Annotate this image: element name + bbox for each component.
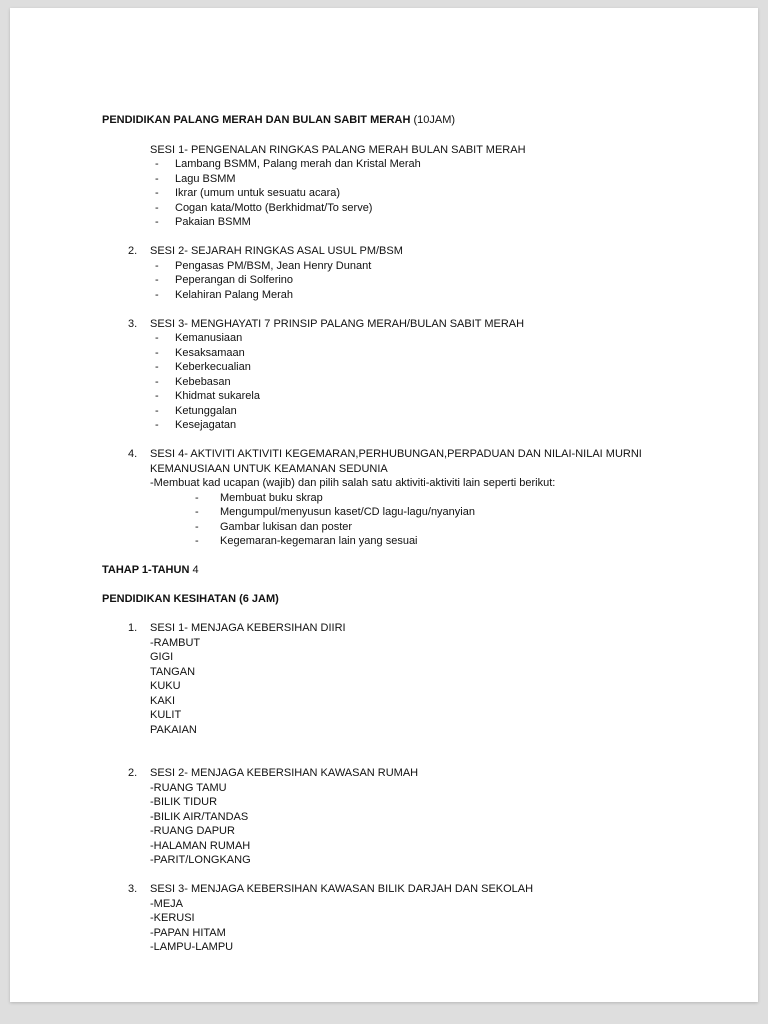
list-item-number: 2. [128, 245, 138, 257]
list-item-number: 3. [128, 883, 138, 895]
plain-line: -KERUSI [150, 912, 195, 924]
bullet-item: - Membuat buku skrap [195, 491, 710, 506]
section1-heading-bold: PENDIDIKAN PALANG MERAH DAN BULAN SABIT MERAH [102, 114, 411, 126]
kesihatan3-title: SESI 3- MENJAGA KEBERSIHAN KAWASAN BILIK DARJAH DAN SEKOLAH [150, 883, 534, 895]
plain-line: -LAMPU-LAMPU [150, 941, 234, 953]
sesi3-title: SESI 3- MENGHAYATI 7 PRINSIP PALANG MERAH/BULAN SABIT MERAH [150, 317, 525, 330]
document-page [10, 8, 758, 1002]
sesi4-intro: -Membuat kad ucapan (wajib) dan pilih salah satu aktiviti-aktiviti lain seperti berikut: [150, 477, 556, 489]
plain-line: -RAMBUT [150, 636, 201, 649]
kesihatan1-title: SESI 1- MENJAGA KEBERSIHAN DIIRI [150, 622, 346, 634]
plain-line: -RUANG TAMU [150, 781, 227, 794]
bullet-item: - Khidmat sukarela [155, 389, 710, 404]
plain-line: PAKAIAN [150, 723, 197, 736]
bullet-item: - Kebebasan [155, 375, 710, 390]
list-item-number: 2. [128, 767, 138, 779]
bullet-item: - Ketunggalan [155, 404, 710, 419]
bullet-item: - Kesejagatan [155, 418, 710, 433]
tahap-heading-suffix: 4 [189, 564, 199, 576]
list-item-kesihatan1 [102, 621, 710, 737]
kesihatan2-title: SESI 2- MENJAGA KEBERSIHAN KAWASAN RUMAH [150, 767, 419, 779]
plain-line: KAKI [150, 694, 176, 707]
bullet-item: - Mengumpul/menyusun kaset/CD lagu-lagu/nyanyian [195, 505, 710, 520]
list-item-kesihatan2 [102, 766, 710, 868]
plain-line: -RUANG DAPUR [150, 825, 235, 837]
tahap-heading [102, 563, 710, 578]
plain-line: GIGI [150, 651, 174, 663]
sesi1-title: SESI 1- PENGENALAN RINGKAS PALANG MERAH BULAN SABIT MERAH [150, 143, 526, 156]
list-item-sesi1 [102, 143, 710, 230]
plain-line: -BILIK TIDUR [150, 796, 218, 808]
plain-line: -MEJA [150, 897, 183, 910]
plain-line: -PAPAN HITAM [150, 926, 226, 939]
section1-heading-suffix: (10JAM) [410, 114, 456, 126]
bullet-item: - Kesaksamaan [155, 346, 710, 361]
sesi4-title-line1: SESI 4- AKTIVITI AKTIVITI KEGEMARAN,PERHUBUNGAN,PERPADUAN DAN NILAI-NILAI MURNI [150, 448, 642, 460]
sesi1-bullet-list [150, 157, 710, 230]
plain-line: TANGAN [150, 665, 196, 678]
plain-line: KUKU [150, 680, 181, 692]
bullet-item: - Gambar lukisan dan poster [195, 520, 710, 535]
section2-heading: PENDIDIKAN KESIHATAN (6 JAM) [102, 593, 279, 605]
bullet-item: - Pengasas PM/BSM, Jean Henry Dunant [155, 259, 710, 274]
bullet-item: - Lambang BSMM, Palang merah dan Kristal Merah [155, 157, 710, 172]
sesi2-bullet-list [150, 259, 710, 303]
plain-line: KULIT [150, 709, 182, 721]
sesi3-bullet-list [150, 331, 710, 433]
section1-heading [102, 113, 710, 128]
bullet-item: - Pakaian BSMM [155, 215, 710, 230]
list-item-sesi3 [102, 317, 710, 433]
list-item-sesi2 [102, 244, 710, 302]
bullet-item: - Cogan kata/Motto (Berkhidmat/To serve) [155, 201, 710, 216]
bullet-item: - Kemanusiaan [155, 331, 710, 346]
bullet-item: - Ikrar (umum untuk sesuatu acara) [155, 186, 710, 201]
plain-line: -HALAMAN RUMAH [150, 839, 251, 852]
bullet-item: - Kelahiran Palang Merah [155, 288, 710, 303]
list-item-kesihatan3 [102, 882, 710, 955]
sesi4-bullet-list [150, 491, 710, 549]
bullet-item: - Lagu BSMM [155, 172, 710, 187]
list-item-sesi4 [102, 447, 710, 549]
plain-line: -BILIK AIR/TANDAS [150, 810, 249, 823]
sesi2-title: SESI 2- SEJARAH RINGKAS ASAL USUL PM/BSM [150, 245, 403, 257]
bullet-item: - Kegemaran-kegemaran lain yang sesuai [195, 534, 710, 549]
plain-line: -PARIT/LONGKANG [150, 854, 251, 866]
list-item-number: 1. [128, 622, 138, 634]
list-item-number: 4. [128, 448, 138, 460]
list-item-number: 3. [128, 317, 138, 330]
sesi4-title-line2: KEMANUSIAAN UNTUK KEAMANAN SEDUNIA [150, 462, 388, 475]
bullet-item: - Peperangan di Solferino [155, 273, 710, 288]
tahap-heading-bold: TAHAP 1-TAHUN [102, 564, 190, 576]
bullet-item: - Keberkecualian [155, 360, 710, 375]
